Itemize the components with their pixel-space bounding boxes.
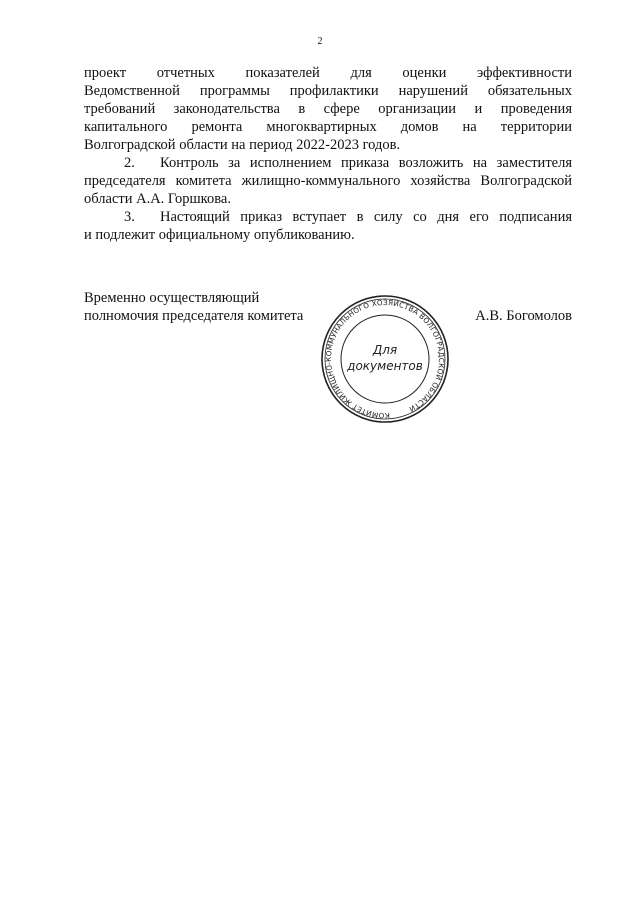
paragraph-3 xyxy=(84,208,572,244)
stamp-center-line-1: Для xyxy=(372,343,398,357)
paragraph-1 xyxy=(84,64,572,154)
signatory-position-line-2: полномочия председателя комитета xyxy=(84,308,304,324)
paragraph-2-line-3: области А.А. Горшкова. xyxy=(84,191,231,207)
paragraph-2-line-1-text: Контроль за исполнением приказа возложить на заместителя xyxy=(160,155,572,171)
paragraph-1-line-5: Волгоградской области на период 2022-2023 годов. xyxy=(84,137,401,153)
page-number: 2 xyxy=(317,36,323,47)
signatory-name: А.В. Богомолов xyxy=(475,308,572,324)
paragraph-3-line-1 xyxy=(84,208,572,226)
paragraph-2-line-1 xyxy=(84,154,572,172)
paragraph-2-line-2: председателя комитета жилищно-коммунального хозяйства Волгоградской xyxy=(84,173,572,189)
paragraph-2 xyxy=(84,154,572,208)
document-body xyxy=(84,64,572,244)
paragraph-3-number: 3. xyxy=(124,209,135,225)
paragraph-3-line-1-text: Настоящий приказ вступает в силу со дня его подписания xyxy=(160,209,572,225)
official-stamp xyxy=(316,294,454,424)
paragraph-1-line-4: капитального ремонта многоквартирных домов на территории xyxy=(84,119,572,135)
signatory-position xyxy=(84,289,344,325)
paragraph-1-line-1: проект отчетных показателей для оценки эффективности xyxy=(84,65,572,81)
paragraph-2-number: 2. xyxy=(124,155,135,171)
stamp-seal xyxy=(316,294,454,424)
paragraph-3-line-2: и подлежит официальному опубликованию. xyxy=(84,227,355,243)
signatory-position-line-1: Временно осуществляющий xyxy=(84,290,260,306)
paragraph-1-line-3: требований законодательства в сфере организации и проведения xyxy=(84,101,572,117)
paragraph-1-line-2: Ведомственной программы профилактики нарушений обязательных xyxy=(84,83,572,99)
stamp-center-line-2: документов xyxy=(347,359,423,373)
stamp-ring-text: КОМИТЕТ ЖИЛИЩНО-КОММУНАЛЬНОГО ХОЗЯЙСТВА ВОЛГОГРАДСКОЙ ОБЛАСТИ xyxy=(323,297,447,421)
